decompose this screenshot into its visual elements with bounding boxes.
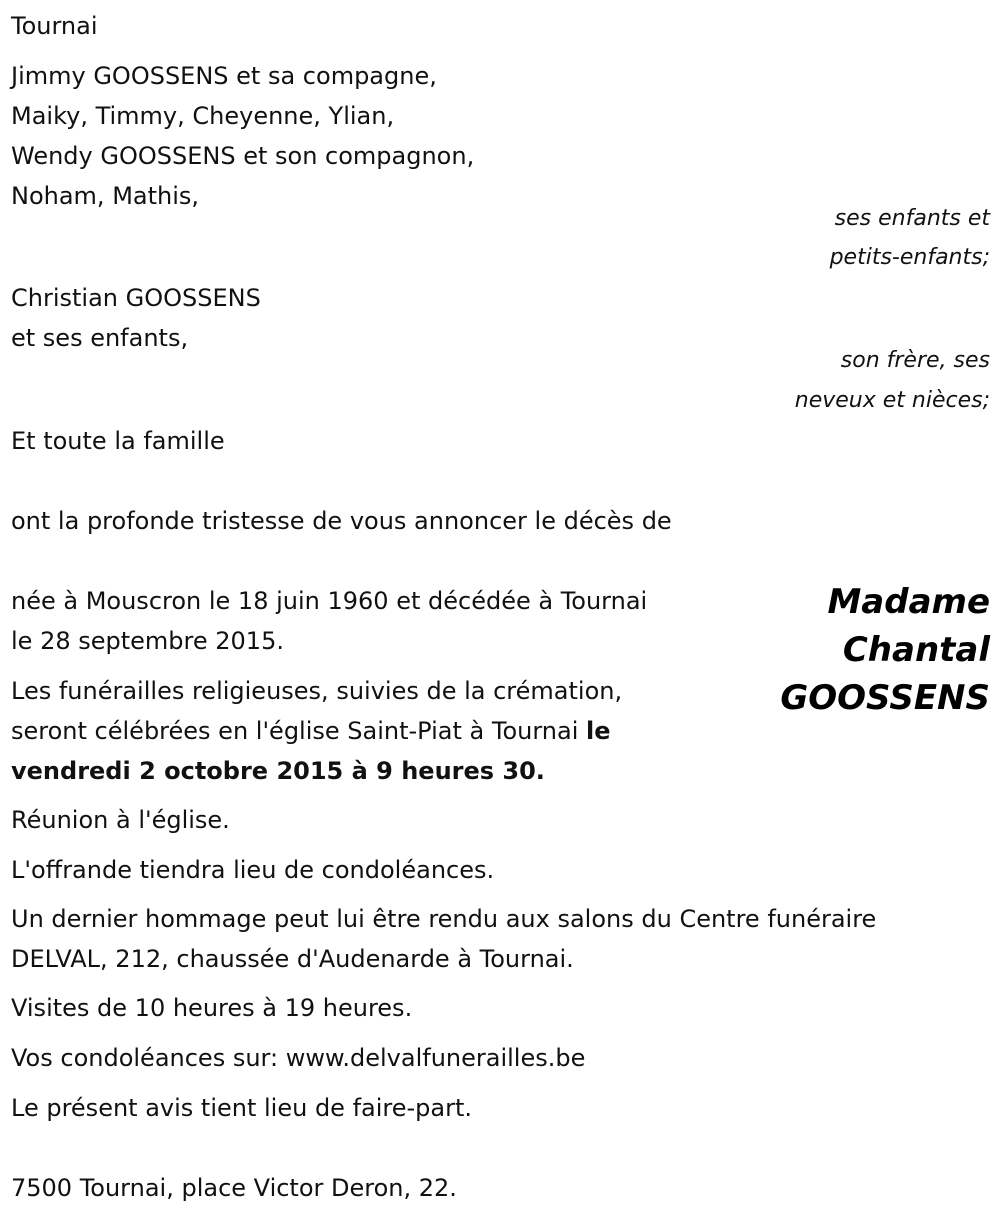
brother-line-2: et ses enfants, <box>11 324 189 352</box>
offrande-line: L'offrande tiendra lieu de condoléances. <box>11 856 495 884</box>
birth-death-line-2: le 28 septembre 2015. <box>11 627 284 655</box>
brother-role-line-2: neveux et nièces; <box>794 388 990 413</box>
children-role-line-2: petits-enfants; <box>829 245 990 270</box>
town-heading: Tournai <box>11 12 98 40</box>
deceased-name-line-1: Madame <box>827 582 990 622</box>
hommage-line-2: DELVAL, 212, chaussée d'Audenarde à Tournai. <box>11 945 574 973</box>
funeral-line-2-regular: seront célébrées en l'église Saint-Piat à Tournai <box>11 717 587 745</box>
announcement-line: ont la profonde tristesse de vous annoncer le décès de <box>11 507 672 535</box>
children-line-1: Jimmy GOOSSENS et sa compagne, <box>11 62 437 90</box>
funeral-line-2 <box>11 719 611 743</box>
children-line-2: Maiky, Timmy, Cheyenne, Ylian, <box>11 102 395 130</box>
funeral-date-time: vendredi 2 octobre 2015 à 9 heures 30. <box>11 757 545 785</box>
funeral-line-2-bold: le <box>586 717 611 745</box>
visites-line: Visites de 10 heures à 19 heures. <box>11 994 413 1022</box>
brother-role-line-1: son frère, ses <box>840 348 990 373</box>
deceased-name-line-2: Chantal <box>842 630 990 670</box>
reunion-line: Réunion à l'église. <box>11 806 230 834</box>
condoleances-line: Vos condoléances sur: www.delvalfunerailles.be <box>11 1044 586 1072</box>
address-line: 7500 Tournai, place Victor Deron, 22. <box>11 1174 457 1202</box>
family-line: Et toute la famille <box>11 427 225 455</box>
faire-part-line: Le présent avis tient lieu de faire-part. <box>11 1094 473 1122</box>
children-role-line-1: ses enfants et <box>834 206 990 231</box>
children-line-3: Wendy GOOSSENS et son compagnon, <box>11 142 475 170</box>
brother-line-1: Christian GOOSSENS <box>11 284 261 312</box>
birth-death-line-1: née à Mouscron le 18 juin 1960 et décédée à Tournai <box>11 587 648 615</box>
children-line-4: Noham, Mathis, <box>11 182 200 210</box>
hommage-line-1: Un dernier hommage peut lui être rendu aux salons du Centre funéraire <box>11 905 877 933</box>
funeral-line-1: Les funérailles religieuses, suivies de la crémation, <box>11 677 623 705</box>
deceased-name-line-3: GOOSSENS <box>780 678 990 718</box>
